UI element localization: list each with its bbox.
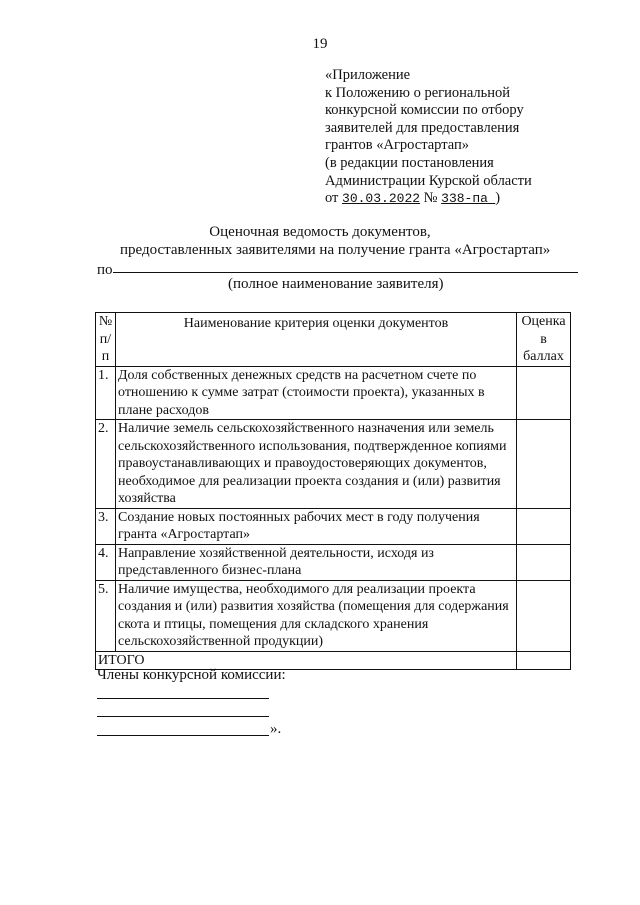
date-prefix: от	[325, 190, 339, 207]
appendix-line: «Приложение	[325, 67, 411, 83]
row-num: 5.	[96, 580, 116, 651]
signature-line	[97, 735, 269, 736]
closing-paren: )	[495, 190, 501, 207]
row-num: 4.	[96, 544, 116, 580]
table-header-row	[96, 313, 571, 367]
table-row	[96, 420, 571, 509]
row-score	[517, 580, 571, 651]
table-row	[96, 508, 571, 544]
row-score	[517, 508, 571, 544]
appendix-line: (в редакции постановления	[325, 154, 494, 171]
table-row	[96, 366, 571, 420]
row-score	[517, 544, 571, 580]
row-criterion: Наличие земель сельскохозяйственного назначения или земель сельскохозяйственного использования, подтвержденное копиями правоустанавливающих и правоудостоверяющих документов, необходимое для реализации проекта создания и (или) развития хозяйства	[116, 420, 517, 509]
number-prefix: №	[423, 190, 438, 207]
header-criterion: Наименование критерия оценки документов	[116, 313, 517, 367]
criteria-table	[95, 312, 571, 670]
appendix-line: грантов «Агростартап»	[325, 137, 470, 154]
closing-quote: ».	[270, 721, 282, 737]
header-num: № п/п	[96, 313, 116, 367]
document-title-line1: Оценочная ведомость документов,	[209, 224, 431, 240]
row-num: 2.	[96, 420, 116, 509]
applicant-prefix: по	[97, 262, 113, 278]
row-criterion: Доля собственных денежных средств на расчетном счете по отношению к сумме затрат (стоимости проекта), указанных в плане расходов	[116, 366, 517, 420]
applicant-name-line	[113, 272, 578, 273]
applicant-caption: (полное наименование заявителя)	[228, 276, 444, 292]
row-criterion: Наличие имущества, необходимого для реализации проекта создания и (или) развития хозяйства (помещения для содержания скота и птицы, помещения для складского хранения сельскохозяйственной продукции)	[116, 580, 517, 651]
appendix-line: Администрации Курской области	[325, 172, 532, 189]
commission-members-label: Члены конкурсной комиссии:	[97, 667, 286, 683]
row-criterion: Направление хозяйственной деятельности, исходя из представленного бизнес-плана	[116, 544, 517, 580]
appendix-line: заявителей для предоставления	[325, 119, 520, 136]
resolution-date: 30.03.2022	[342, 191, 421, 207]
page-number: 19	[312, 36, 328, 52]
row-score	[517, 420, 571, 509]
row-num: 3.	[96, 508, 116, 544]
total-label: ИТОГО	[96, 651, 517, 670]
signature-line	[97, 716, 269, 717]
table-row	[96, 580, 571, 651]
appendix-line: конкурсной комиссии по отбору	[325, 102, 524, 119]
header-score: Оценка в баллах	[517, 313, 571, 367]
resolution-number: 338-па	[441, 191, 488, 207]
appendix-line: к Положению о региональной	[325, 84, 511, 101]
row-criterion: Создание новых постоянных рабочих мест в году получения гранта «Агростартап»	[116, 508, 517, 544]
row-num: 1.	[96, 366, 116, 420]
table-row	[96, 544, 571, 580]
resolution-date-line	[325, 190, 532, 208]
document-title-line2: предоставленных заявителями на получение гранта «Агростартап»	[120, 242, 551, 258]
row-score	[517, 366, 571, 420]
appendix-header	[325, 67, 532, 208]
total-score	[517, 651, 571, 670]
signature-line	[97, 698, 269, 699]
